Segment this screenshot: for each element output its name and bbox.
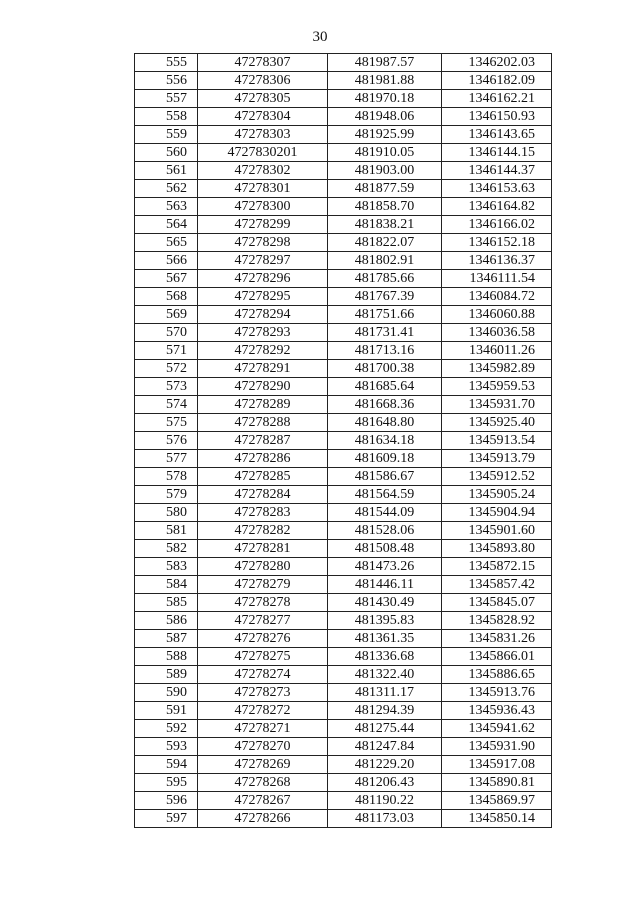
x-coordinate-cell: 481785.66 bbox=[328, 270, 442, 288]
x-coordinate-cell: 481634.18 bbox=[328, 432, 442, 450]
y-coordinate-cell: 1345857.42 bbox=[442, 576, 552, 594]
table-row bbox=[135, 432, 552, 450]
y-coordinate-cell: 1346150.93 bbox=[442, 108, 552, 126]
row-number-cell: 563 bbox=[135, 198, 198, 216]
y-coordinate-cell: 1345912.52 bbox=[442, 468, 552, 486]
row-number-cell: 571 bbox=[135, 342, 198, 360]
row-number-cell: 573 bbox=[135, 378, 198, 396]
table-row bbox=[135, 90, 552, 108]
row-number-cell: 583 bbox=[135, 558, 198, 576]
row-number-cell: 570 bbox=[135, 324, 198, 342]
table-row bbox=[135, 450, 552, 468]
table-row bbox=[135, 54, 552, 72]
table-row bbox=[135, 378, 552, 396]
x-coordinate-cell: 481247.84 bbox=[328, 738, 442, 756]
point-id-cell: 47278298 bbox=[198, 234, 328, 252]
row-number-cell: 559 bbox=[135, 126, 198, 144]
row-number-cell: 576 bbox=[135, 432, 198, 450]
x-coordinate-cell: 481173.03 bbox=[328, 810, 442, 828]
y-coordinate-cell: 1346144.15 bbox=[442, 144, 552, 162]
point-id-cell: 47278277 bbox=[198, 612, 328, 630]
point-id-cell: 47278281 bbox=[198, 540, 328, 558]
x-coordinate-cell: 481322.40 bbox=[328, 666, 442, 684]
point-id-cell: 47278283 bbox=[198, 504, 328, 522]
point-id-cell: 47278292 bbox=[198, 342, 328, 360]
row-number-cell: 584 bbox=[135, 576, 198, 594]
x-coordinate-cell: 481903.00 bbox=[328, 162, 442, 180]
y-coordinate-cell: 1345931.90 bbox=[442, 738, 552, 756]
row-number-cell: 596 bbox=[135, 792, 198, 810]
point-id-cell: 47278290 bbox=[198, 378, 328, 396]
table-row bbox=[135, 720, 552, 738]
point-id-cell: 47278297 bbox=[198, 252, 328, 270]
y-coordinate-cell: 1345982.89 bbox=[442, 360, 552, 378]
x-coordinate-cell: 481767.39 bbox=[328, 288, 442, 306]
y-coordinate-cell: 1346111.54 bbox=[442, 270, 552, 288]
table-row bbox=[135, 126, 552, 144]
row-number-cell: 577 bbox=[135, 450, 198, 468]
table-row bbox=[135, 162, 552, 180]
x-coordinate-cell: 481446.11 bbox=[328, 576, 442, 594]
y-coordinate-cell: 1346153.63 bbox=[442, 180, 552, 198]
row-number-cell: 597 bbox=[135, 810, 198, 828]
table-row bbox=[135, 702, 552, 720]
y-coordinate-cell: 1345845.07 bbox=[442, 594, 552, 612]
table-row bbox=[135, 306, 552, 324]
x-coordinate-cell: 481981.88 bbox=[328, 72, 442, 90]
row-number-cell: 587 bbox=[135, 630, 198, 648]
x-coordinate-cell: 481877.59 bbox=[328, 180, 442, 198]
row-number-cell: 572 bbox=[135, 360, 198, 378]
row-number-cell: 562 bbox=[135, 180, 198, 198]
x-coordinate-cell: 481668.36 bbox=[328, 396, 442, 414]
y-coordinate-cell: 1345904.94 bbox=[442, 504, 552, 522]
x-coordinate-cell: 481229.20 bbox=[328, 756, 442, 774]
row-number-cell: 574 bbox=[135, 396, 198, 414]
row-number-cell: 593 bbox=[135, 738, 198, 756]
row-number-cell: 569 bbox=[135, 306, 198, 324]
point-id-cell: 47278288 bbox=[198, 414, 328, 432]
point-id-cell: 47278282 bbox=[198, 522, 328, 540]
x-coordinate-cell: 481206.43 bbox=[328, 774, 442, 792]
point-id-cell: 47278280 bbox=[198, 558, 328, 576]
page-number: 30 bbox=[312, 29, 328, 45]
table-row bbox=[135, 396, 552, 414]
x-coordinate-cell: 481473.26 bbox=[328, 558, 442, 576]
y-coordinate-cell: 1346152.18 bbox=[442, 234, 552, 252]
y-coordinate-cell: 1346084.72 bbox=[442, 288, 552, 306]
y-coordinate-cell: 1346182.09 bbox=[442, 72, 552, 90]
y-coordinate-cell: 1345917.08 bbox=[442, 756, 552, 774]
point-id-cell: 47278299 bbox=[198, 216, 328, 234]
point-id-cell: 47278270 bbox=[198, 738, 328, 756]
y-coordinate-cell: 1346060.88 bbox=[442, 306, 552, 324]
x-coordinate-cell: 481700.38 bbox=[328, 360, 442, 378]
table-row bbox=[135, 288, 552, 306]
table-row bbox=[135, 792, 552, 810]
row-number-cell: 561 bbox=[135, 162, 198, 180]
table-row bbox=[135, 414, 552, 432]
y-coordinate-cell: 1345872.15 bbox=[442, 558, 552, 576]
point-id-cell: 47278306 bbox=[198, 72, 328, 90]
table-row bbox=[135, 540, 552, 558]
row-number-cell: 558 bbox=[135, 108, 198, 126]
y-coordinate-cell: 1346011.26 bbox=[442, 342, 552, 360]
y-coordinate-cell: 1346164.82 bbox=[442, 198, 552, 216]
row-number-cell: 564 bbox=[135, 216, 198, 234]
y-coordinate-cell: 1345869.97 bbox=[442, 792, 552, 810]
x-coordinate-cell: 481275.44 bbox=[328, 720, 442, 738]
table-row bbox=[135, 270, 552, 288]
row-number-cell: 578 bbox=[135, 468, 198, 486]
point-id-cell: 47278303 bbox=[198, 126, 328, 144]
table-row bbox=[135, 594, 552, 612]
row-number-cell: 579 bbox=[135, 486, 198, 504]
y-coordinate-cell: 1345866.01 bbox=[442, 648, 552, 666]
y-coordinate-cell: 1345931.70 bbox=[442, 396, 552, 414]
y-coordinate-cell: 1345936.43 bbox=[442, 702, 552, 720]
y-coordinate-cell: 1346144.37 bbox=[442, 162, 552, 180]
point-id-cell: 47278305 bbox=[198, 90, 328, 108]
y-coordinate-cell: 1345913.76 bbox=[442, 684, 552, 702]
row-number-cell: 581 bbox=[135, 522, 198, 540]
point-id-cell: 47278284 bbox=[198, 486, 328, 504]
x-coordinate-cell: 481190.22 bbox=[328, 792, 442, 810]
row-number-cell: 568 bbox=[135, 288, 198, 306]
y-coordinate-cell: 1345941.62 bbox=[442, 720, 552, 738]
row-number-cell: 565 bbox=[135, 234, 198, 252]
row-number-cell: 586 bbox=[135, 612, 198, 630]
table-row bbox=[135, 180, 552, 198]
y-coordinate-cell: 1345893.80 bbox=[442, 540, 552, 558]
x-coordinate-cell: 481751.66 bbox=[328, 306, 442, 324]
y-coordinate-cell: 1345913.54 bbox=[442, 432, 552, 450]
row-number-cell: 575 bbox=[135, 414, 198, 432]
y-coordinate-cell: 1345886.65 bbox=[442, 666, 552, 684]
table-row bbox=[135, 684, 552, 702]
y-coordinate-cell: 1346162.21 bbox=[442, 90, 552, 108]
x-coordinate-cell: 481948.06 bbox=[328, 108, 442, 126]
point-id-cell: 47278274 bbox=[198, 666, 328, 684]
point-id-cell: 47278278 bbox=[198, 594, 328, 612]
x-coordinate-cell: 481564.59 bbox=[328, 486, 442, 504]
row-number-cell: 595 bbox=[135, 774, 198, 792]
y-coordinate-cell: 1345925.40 bbox=[442, 414, 552, 432]
x-coordinate-cell: 481648.80 bbox=[328, 414, 442, 432]
table-row bbox=[135, 216, 552, 234]
table-row bbox=[135, 522, 552, 540]
point-id-cell: 47278294 bbox=[198, 306, 328, 324]
point-id-cell: 47278279 bbox=[198, 576, 328, 594]
coordinates-table-body bbox=[135, 54, 552, 828]
x-coordinate-cell: 481858.70 bbox=[328, 198, 442, 216]
y-coordinate-cell: 1346166.02 bbox=[442, 216, 552, 234]
point-id-cell: 47278271 bbox=[198, 720, 328, 738]
x-coordinate-cell: 481609.18 bbox=[328, 450, 442, 468]
table-row bbox=[135, 612, 552, 630]
table-row bbox=[135, 738, 552, 756]
y-coordinate-cell: 1345901.60 bbox=[442, 522, 552, 540]
y-coordinate-cell: 1345831.26 bbox=[442, 630, 552, 648]
table-row bbox=[135, 108, 552, 126]
x-coordinate-cell: 481544.09 bbox=[328, 504, 442, 522]
y-coordinate-cell: 1345913.79 bbox=[442, 450, 552, 468]
x-coordinate-cell: 481713.16 bbox=[328, 342, 442, 360]
table-row bbox=[135, 486, 552, 504]
y-coordinate-cell: 1345828.92 bbox=[442, 612, 552, 630]
row-number-cell: 588 bbox=[135, 648, 198, 666]
row-number-cell: 594 bbox=[135, 756, 198, 774]
point-id-cell: 47278272 bbox=[198, 702, 328, 720]
row-number-cell: 567 bbox=[135, 270, 198, 288]
row-number-cell: 556 bbox=[135, 72, 198, 90]
point-id-cell: 47278276 bbox=[198, 630, 328, 648]
y-coordinate-cell: 1345850.14 bbox=[442, 810, 552, 828]
row-number-cell: 585 bbox=[135, 594, 198, 612]
y-coordinate-cell: 1345959.53 bbox=[442, 378, 552, 396]
point-id-cell: 47278304 bbox=[198, 108, 328, 126]
x-coordinate-cell: 481802.91 bbox=[328, 252, 442, 270]
x-coordinate-cell: 481528.06 bbox=[328, 522, 442, 540]
table-row bbox=[135, 648, 552, 666]
table-row bbox=[135, 360, 552, 378]
table-row bbox=[135, 756, 552, 774]
row-number-cell: 555 bbox=[135, 54, 198, 72]
point-id-cell: 47278269 bbox=[198, 756, 328, 774]
x-coordinate-cell: 481925.99 bbox=[328, 126, 442, 144]
x-coordinate-cell: 481361.35 bbox=[328, 630, 442, 648]
point-id-cell: 47278293 bbox=[198, 324, 328, 342]
y-coordinate-cell: 1346202.03 bbox=[442, 54, 552, 72]
row-number-cell: 590 bbox=[135, 684, 198, 702]
row-number-cell: 566 bbox=[135, 252, 198, 270]
table-row bbox=[135, 558, 552, 576]
x-coordinate-cell: 481336.68 bbox=[328, 648, 442, 666]
point-id-cell: 47278275 bbox=[198, 648, 328, 666]
point-id-cell: 47278301 bbox=[198, 180, 328, 198]
row-number-cell: 580 bbox=[135, 504, 198, 522]
point-id-cell: 47278266 bbox=[198, 810, 328, 828]
point-id-cell: 47278295 bbox=[198, 288, 328, 306]
row-number-cell: 560 bbox=[135, 144, 198, 162]
point-id-cell: 47278289 bbox=[198, 396, 328, 414]
x-coordinate-cell: 481987.57 bbox=[328, 54, 442, 72]
x-coordinate-cell: 481731.41 bbox=[328, 324, 442, 342]
x-coordinate-cell: 481311.17 bbox=[328, 684, 442, 702]
y-coordinate-cell: 1346036.58 bbox=[442, 324, 552, 342]
point-id-cell: 47278307 bbox=[198, 54, 328, 72]
point-id-cell: 47278287 bbox=[198, 432, 328, 450]
point-id-cell: 47278302 bbox=[198, 162, 328, 180]
x-coordinate-cell: 481822.07 bbox=[328, 234, 442, 252]
table-row bbox=[135, 324, 552, 342]
x-coordinate-cell: 481586.67 bbox=[328, 468, 442, 486]
point-id-cell: 47278286 bbox=[198, 450, 328, 468]
table-row bbox=[135, 72, 552, 90]
x-coordinate-cell: 481508.48 bbox=[328, 540, 442, 558]
point-id-cell: 47278267 bbox=[198, 792, 328, 810]
table-row bbox=[135, 774, 552, 792]
row-number-cell: 582 bbox=[135, 540, 198, 558]
row-number-cell: 592 bbox=[135, 720, 198, 738]
row-number-cell: 589 bbox=[135, 666, 198, 684]
x-coordinate-cell: 481294.39 bbox=[328, 702, 442, 720]
table-row bbox=[135, 342, 552, 360]
row-number-cell: 591 bbox=[135, 702, 198, 720]
row-number-cell: 557 bbox=[135, 90, 198, 108]
x-coordinate-cell: 481838.21 bbox=[328, 216, 442, 234]
table-row bbox=[135, 198, 552, 216]
y-coordinate-cell: 1345890.81 bbox=[442, 774, 552, 792]
x-coordinate-cell: 481430.49 bbox=[328, 594, 442, 612]
point-id-cell: 47278285 bbox=[198, 468, 328, 486]
y-coordinate-cell: 1345905.24 bbox=[442, 486, 552, 504]
y-coordinate-cell: 1346136.37 bbox=[442, 252, 552, 270]
table-row bbox=[135, 630, 552, 648]
table-row bbox=[135, 504, 552, 522]
table-row bbox=[135, 576, 552, 594]
table-row bbox=[135, 252, 552, 270]
point-id-cell: 4727830201 bbox=[198, 144, 328, 162]
point-id-cell: 47278273 bbox=[198, 684, 328, 702]
point-id-cell: 47278291 bbox=[198, 360, 328, 378]
y-coordinate-cell: 1346143.65 bbox=[442, 126, 552, 144]
x-coordinate-cell: 481685.64 bbox=[328, 378, 442, 396]
table-row bbox=[135, 234, 552, 252]
table-row bbox=[135, 468, 552, 486]
table-row bbox=[135, 810, 552, 828]
table-row bbox=[135, 144, 552, 162]
coordinates-table bbox=[134, 53, 552, 828]
x-coordinate-cell: 481395.83 bbox=[328, 612, 442, 630]
x-coordinate-cell: 481910.05 bbox=[328, 144, 442, 162]
point-id-cell: 47278268 bbox=[198, 774, 328, 792]
point-id-cell: 47278296 bbox=[198, 270, 328, 288]
table-row bbox=[135, 666, 552, 684]
x-coordinate-cell: 481970.18 bbox=[328, 90, 442, 108]
point-id-cell: 47278300 bbox=[198, 198, 328, 216]
